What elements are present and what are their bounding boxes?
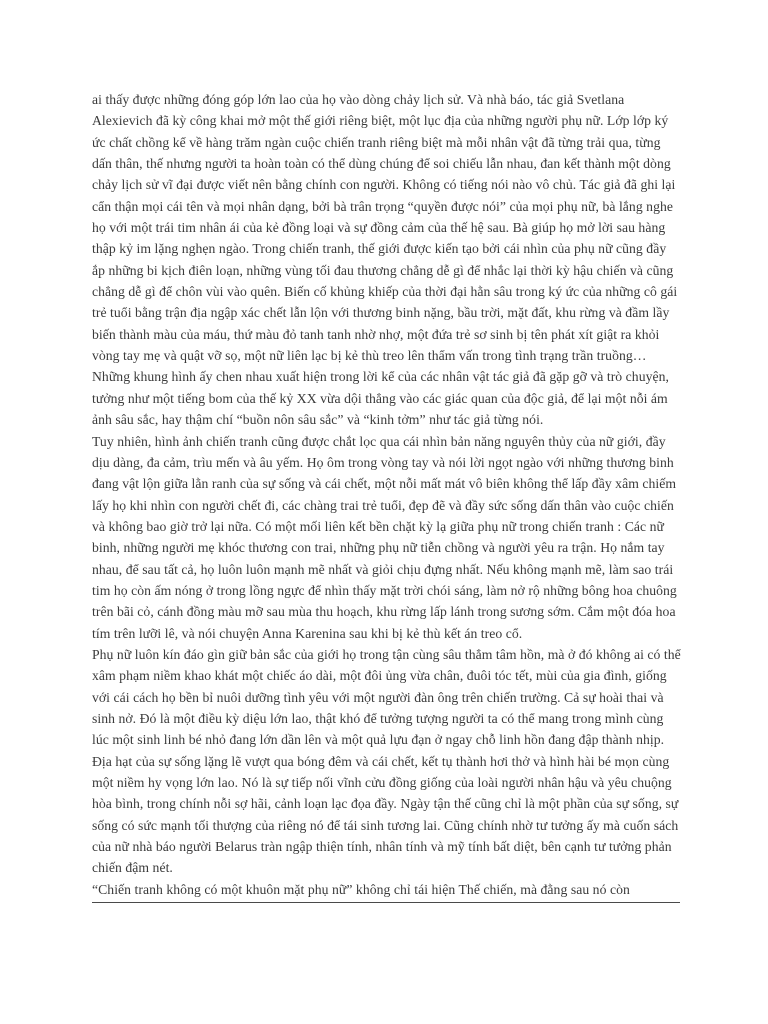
paragraph-1: ai thấy được những đóng góp lớn lao của họ vào dòng chảy lịch sử. Và nhà báo, tác giả Svetlana Alexievich đã kỳ công khai mở một thế giới riêng biệt, một lục địa của những người phụ nữ. Lớp lớp ký ức chất chồng kể về hàng trăm ngàn cuộc chiến tranh riêng biệt mà mỗi nhân vật đã từng trải qua, từng dấn thân, thế nhưng người ta hoàn toàn có thể dùng chúng để soi chiếu lẫn nhau, đan kết thành một dòng chảy lịch sử vĩ đại được viết nên bằng chính con người. Không có tiếng nói nào vô chủ. Tác giả đã ghi lại cẩn thận mọi cái tên và mọi nhân dạng, bởi bà trân trọng “quyền được nói” của mọi phụ nữ, bà lắng nghe họ với một trái tim nhân ái của kẻ đồng loại và sự đồng cảm của thế hệ sau. Bà giúp họ mở lời sau hàng thập kỷ im lặng nghẹn ngào. Trong chiến tranh, thế giới được kiến tạo bởi cái nhìn của phụ nữ cũng đầy ắp những bi kịch điên loạn, những vùng tối đau thương chẳng dễ gì để nhắc lại thời kỳ hậu chiến và cũng chẳng dễ gì để chôn vùi vào quên. Biến cố khủng khiếp của thời đại hằn sâu trong ký ức của những cô gái trẻ tuổi bằng trận địa ngập xác chết lẫn lộn với thương binh nặng, bầu trời, mặt đất, khu rừng và đầm lầy biến thành màu của máu, thứ màu đỏ tanh tanh nhờ nhợ, một đứa trẻ sơ sinh bị tên phát xít giật ra khỏi vòng tay mẹ và quật vỡ sọ, một nữ liên lạc bị kẻ thù treo lên thẩm vấn trong tình trạng trần truồng… Những khung hình ấy chen nhau xuất hiện trong lời kể của các nhân vật tác giả đã gặp gỡ và trò chuyện, tưởng như một tiếng bom của thế kỷ XX vừa dội thẳng vào các giác quan của độc giả, để lại một nỗi ám ảnh sâu sắc, hay thậm chí “buồn nôn sâu sắc” và “kinh tởm” như tác giả từng nói. (92, 92, 678, 428)
paragraph-4: “Chiến tranh không có một khuôn mặt phụ nữ” không chỉ tái hiện Thế chiến, mà đằng sau nó còn (92, 879, 680, 903)
paragraph-3: Phụ nữ luôn kín đáo gìn giữ bản sắc của giới họ trong tận cùng sâu thẳm tâm hồn, mà ở đó không ai có thể xâm phạm niềm khao khát một chiếc áo dài, một đôi ủng vừa chân, đuôi tóc tết, mùi của gia đình, giống với cái cách họ bền bỉ nuôi dưỡng tình yêu với một người đàn ông trên chiến trường. Cả sự hoài thai và sinh nở. Đó là một điều kỳ diệu lớn lao, thật khó để tưởng tượng người ta có thể mang trong mình cùng lúc một sinh linh bé nhỏ đang lớn dần lên và một quả lựu đạn ở ngay chỗ linh hồn đang đập thành nhịp. Địa hạt của sự sống lặng lẽ vượt qua bóng đêm và cái chết, kết tụ thành hơi thở và hình hài bé mọn cùng một niềm hy vọng lớn lao. Nó là sự tiếp nối vĩnh cửu đồng giống của loài người nhân hậu và yêu chuộng hòa bình, trong chính nỗi sợ hãi, cảnh loạn lạc đọa đầy. Ngày tận thế cũng chỉ là một phần của sự sống, sự sống có sức mạnh tối thượng của riêng nó để tái sinh tương lai. Cũng chính nhờ tư tưởng ấy mà cuốn sách của nữ nhà báo người Belarus tràn ngập thiện tính, nhân tính và mỹ tính bất diệt, bên cạnh tư tưởng phản chiến đậm nét. (92, 646, 681, 876)
document-body (92, 89, 682, 903)
paragraph-2: Tuy nhiên, hình ảnh chiến tranh cũng được chắt lọc qua cái nhìn bản năng nguyên thủy của nữ giới, đầy dịu dàng, đa cảm, trìu mến và âu yếm. Họ ôm trong vòng tay và nói lời ngọt ngào với những thương binh đang vật lộn giữa lằn ranh của sự sống và cái chết, một nỗi mất mát vô biên không thể lấp đầy xâm chiếm lấy họ khi nhìn con người chết đi, các chàng trai trẻ tuổi, đẹp đẽ và đầy sức sống dấn thân vào cuộc chiến và không bao giờ trở lại nữa. Có một mối liên kết bền chặt kỳ lạ giữa phụ nữ trong chiến tranh : Các nữ binh, những người mẹ khóc thương con trai, những phụ nữ tiễn chồng và người yêu ra trận. Họ nắm tay nhau, để sau tất cả, họ luôn luôn mạnh mẽ nhất và giỏi chịu đựng nhất. Nếu không mạnh mẽ, làm sao trái tim họ còn ấm nóng ở trong lồng ngực để nhìn thấy mặt trời chói sáng, làm nở rộ những bông hoa chuông trên bãi cỏ, cánh đồng màu mỡ sau mùa thu hoạch, khu rừng lấp lánh trong sương sớm. Cắm một đóa hoa tím trên lưỡi lê, và nói chuyện Anna Karenina sau khi bị kẻ thù kết án treo cổ. (92, 433, 677, 641)
